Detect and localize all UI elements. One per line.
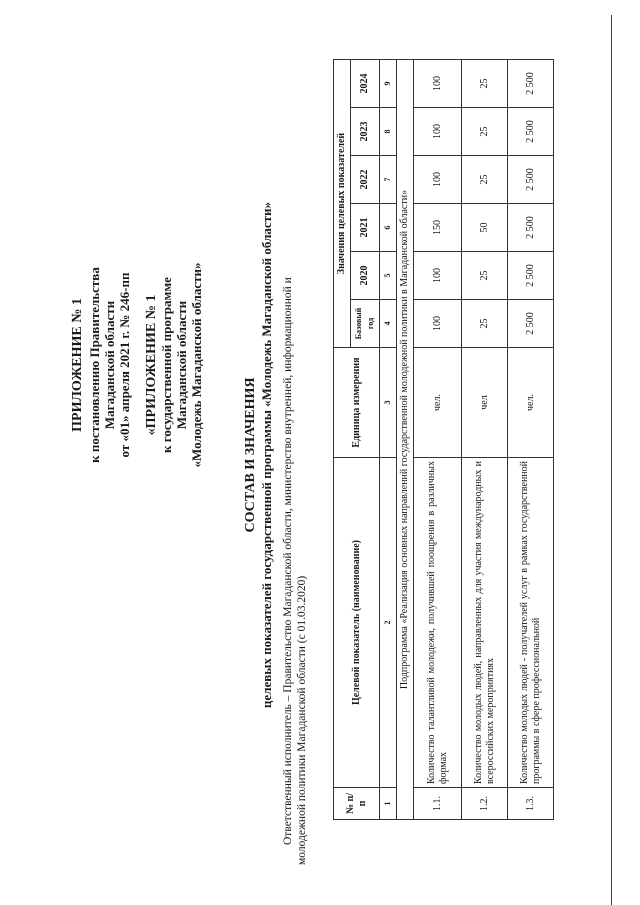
row-value: 2 500 <box>508 252 554 300</box>
row-unit: чел. <box>414 348 462 458</box>
table-row <box>508 60 554 820</box>
header-year: 2022 <box>351 156 380 204</box>
appendix-line: Магаданской области <box>102 300 117 430</box>
appendix-line: от «01» апреля 2021 г. № 246-пп <box>117 272 132 458</box>
page-edge-line <box>611 15 612 905</box>
col-number: 7 <box>380 156 397 204</box>
row-indicator: Количество молодых людей - получателей услуг в рамках государственной программы в сфере профессиональной <box>508 458 554 788</box>
header-values-group: Значения целевых показателей <box>334 60 351 348</box>
row-value: 2 500 <box>508 156 554 204</box>
header-unit: Единица измерения <box>334 348 380 458</box>
responsible-line: молодежной политики Магаданской области (с 01.03.2020) <box>296 575 308 865</box>
header-indicator: Целевой показатель (наименование) <box>334 458 380 788</box>
indicators-table <box>333 59 554 820</box>
row-value: 2 500 <box>508 204 554 252</box>
subprogram-row: Подпрограмма «Реализация основных направлений государственной молодежной политики в Магаданской области» <box>397 60 414 820</box>
header-num: № п/п <box>334 788 380 820</box>
col-number: 9 <box>380 60 397 108</box>
col-number: 2 <box>380 458 397 788</box>
row-value: 25 <box>462 60 508 108</box>
col-number: 6 <box>380 204 397 252</box>
row-value: 100 <box>414 156 462 204</box>
col-number: 1 <box>380 788 397 820</box>
table-row <box>462 60 508 820</box>
col-number: 3 <box>380 348 397 458</box>
header-year: 2023 <box>351 108 380 156</box>
appendix-block <box>70 250 204 480</box>
appendix-title: ПРИЛОЖЕНИЕ № 1 <box>70 298 85 432</box>
row-num: 1.3. <box>508 788 554 820</box>
row-value: 25 <box>462 108 508 156</box>
header-base-year: Базовый год <box>351 300 380 348</box>
appendix-line: к постановлению Правительства <box>87 267 102 463</box>
header-year: 2024 <box>351 60 380 108</box>
appendix-line-2: Магаданской области <box>174 300 189 430</box>
row-value: 100 <box>414 60 462 108</box>
col-number: 5 <box>380 252 397 300</box>
appendix-line-2: «Молодежь Магаданской области» <box>189 262 204 468</box>
header-year: 2021 <box>351 204 380 252</box>
appendix-title-2: «ПРИЛОЖЕНИЕ № 1 <box>144 294 159 436</box>
row-unit: чел <box>462 348 508 458</box>
col-number: 8 <box>380 108 397 156</box>
appendix-line-2: к государственной программе <box>159 277 174 453</box>
row-value: 25 <box>462 252 508 300</box>
row-value: 50 <box>462 204 508 252</box>
row-value: 100 <box>414 252 462 300</box>
row-base: 25 <box>462 300 508 348</box>
row-num: 1.1. <box>414 788 462 820</box>
row-base: 100 <box>414 300 462 348</box>
row-base: 2 500 <box>508 300 554 348</box>
row-value: 2 500 <box>508 108 554 156</box>
responsible-line: Ответственный исполнитель – Правительство Магаданской области, министерство внутренней, информационной и <box>282 277 294 845</box>
header-year: 2020 <box>351 252 380 300</box>
row-unit: чел. <box>508 348 554 458</box>
document-title: СОСТАВ И ЗНАЧЕНИЯ <box>243 377 258 533</box>
col-number: 4 <box>380 300 397 348</box>
row-value: 2 500 <box>508 60 554 108</box>
row-indicator: Количество талантливой молодежи, получившей поощрения в различных формах <box>414 458 462 788</box>
document-subtitle: целевых показателей государственной программы «Молодежь Магаданской области» <box>259 201 274 709</box>
responsible-executor <box>281 35 309 865</box>
row-num: 1.2. <box>462 788 508 820</box>
row-value: 150 <box>414 204 462 252</box>
row-value: 100 <box>414 108 462 156</box>
row-value: 25 <box>462 156 508 204</box>
row-indicator: Количество молодых людей, направленных для участия международных и всероссийских мероприятиях <box>462 458 508 788</box>
table-row <box>414 60 462 820</box>
